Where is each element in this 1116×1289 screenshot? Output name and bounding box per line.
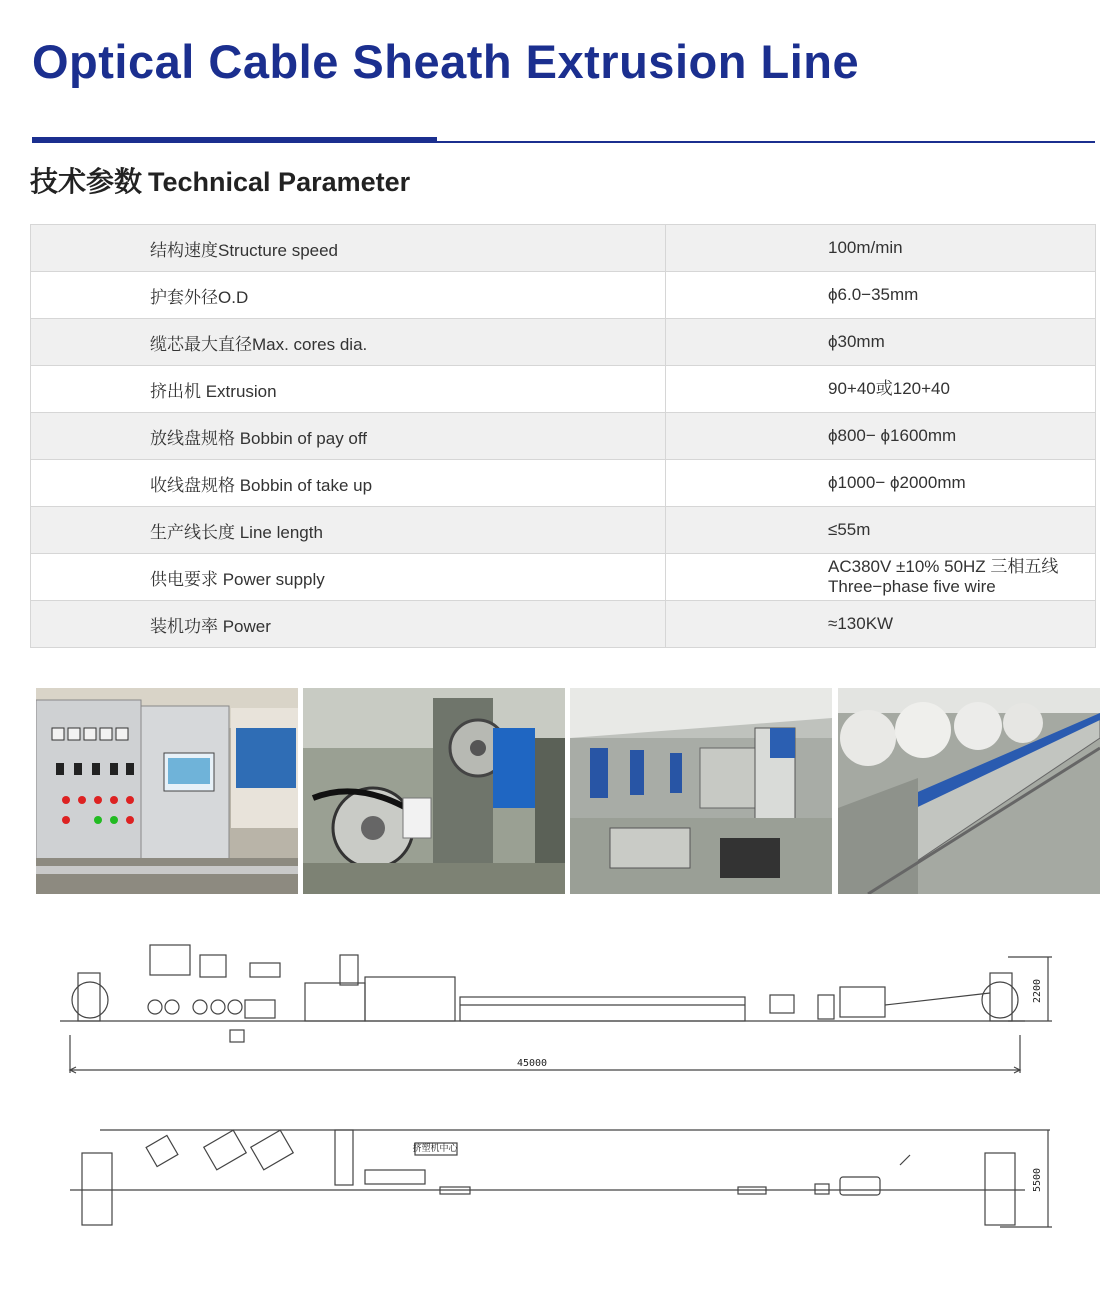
width-dimension-label: 5500 — [1032, 1167, 1043, 1193]
parameter-table — [30, 224, 1096, 648]
caterpillar-haul-off — [840, 987, 885, 1017]
table-row — [31, 225, 1096, 272]
table-row — [31, 272, 1096, 319]
table-row — [31, 413, 1096, 460]
param-value — [666, 554, 1096, 601]
extruder-body — [305, 983, 365, 1021]
param-value: ≈130KW — [666, 601, 1096, 648]
line-layout-drawing — [40, 925, 1070, 1245]
section-heading-cn: 技术参数 — [30, 166, 143, 197]
param-value: ϕ800− ϕ1600mm — [666, 413, 1096, 460]
length-dimension-label: 45000 — [516, 1058, 548, 1069]
param-value: 90+40或120+40 — [666, 366, 1096, 413]
param-name: 放线盘规格 Bobbin of pay off — [31, 413, 666, 460]
table-row — [31, 366, 1096, 413]
photo-pulley-unit — [303, 688, 565, 894]
table-row — [31, 319, 1096, 366]
photo-control-cabinet — [36, 688, 298, 894]
title-divider-accent — [32, 137, 437, 143]
param-value-line: AC380V ±10% 50HZ 三相五线 — [828, 557, 1059, 576]
table-row — [31, 601, 1096, 648]
photo-factory-floor — [570, 688, 832, 894]
table-row — [31, 460, 1096, 507]
extruder-center-label: 挤塑机中心 — [412, 1144, 458, 1154]
param-name: 收线盘规格 Bobbin of take up — [31, 460, 666, 507]
param-value: ϕ1000− ϕ2000mm — [666, 460, 1096, 507]
photo-cooling-trough — [838, 688, 1100, 894]
param-name: 缆芯最大直径Max. cores dia. — [31, 319, 666, 366]
param-name: 装机功率 Power — [31, 601, 666, 648]
param-value: ϕ6.0−35mm — [666, 272, 1096, 319]
param-value: 100m/min — [666, 225, 1096, 272]
cooling-trough — [460, 997, 745, 1021]
param-name: 护套外径O.D — [31, 272, 666, 319]
table-row — [31, 554, 1096, 601]
payoff-plan — [82, 1153, 112, 1225]
param-name: 生产线长度 Line length — [31, 507, 666, 554]
page-title: Optical Cable Sheath Extrusion Line — [32, 35, 860, 88]
param-value-line: Three−phase five wire — [828, 577, 996, 596]
takeup-plan — [985, 1153, 1015, 1225]
param-value: ϕ30mm — [666, 319, 1096, 366]
param-name: 挤出机 Extrusion — [31, 366, 666, 413]
param-name: 供电要求 Power supply — [31, 554, 666, 601]
section-heading-en: Technical Parameter — [148, 167, 411, 197]
param-name: 结构速度Structure speed — [31, 225, 666, 272]
height-dimension-label: 2200 — [1032, 978, 1043, 1004]
photo-strip — [36, 688, 1100, 894]
table-row — [31, 507, 1096, 554]
section-heading — [30, 160, 410, 200]
param-value: ≤55m — [666, 507, 1096, 554]
